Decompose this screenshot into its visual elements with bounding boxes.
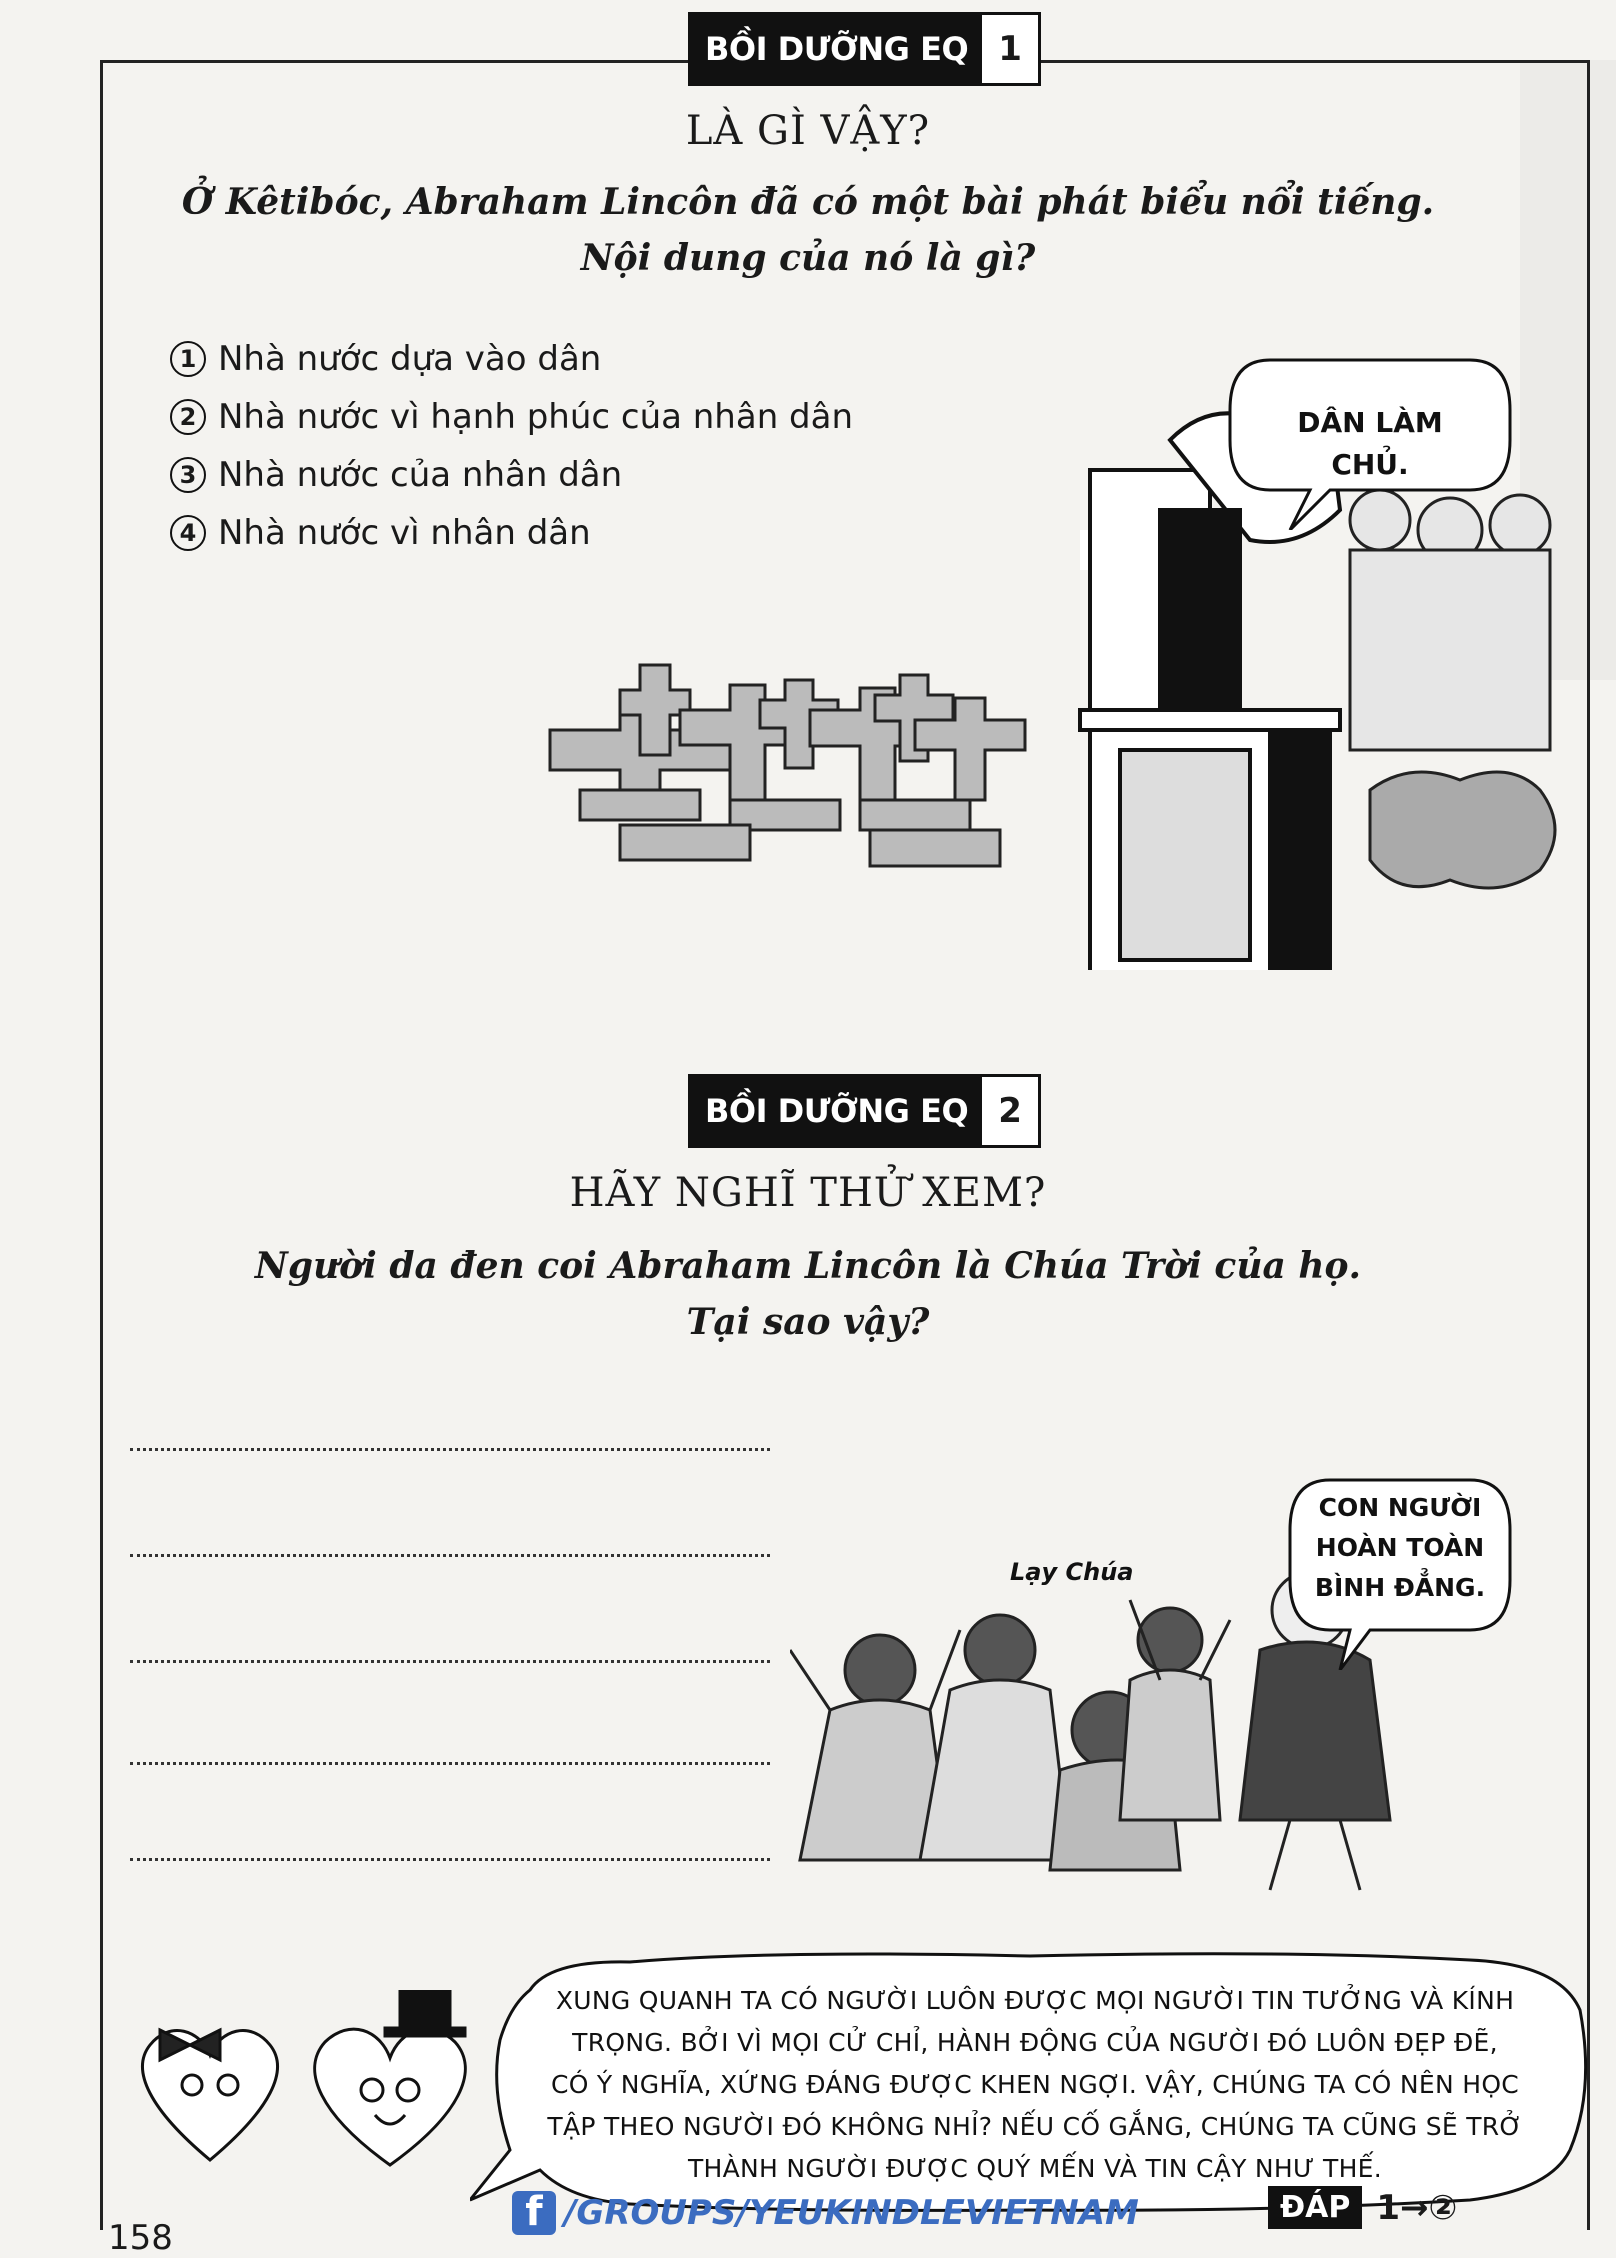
heart-icon (315, 2029, 466, 2165)
option-number: 4 (170, 515, 206, 551)
advice-line: THÀNH NGƯỜI ĐƯỢC QUÝ MẾN VÀ TIN CẬY NHƯ THẾ. (687, 2154, 1383, 2183)
graves-icon (550, 665, 1025, 866)
option-number: 2 (170, 399, 206, 435)
eq-label-number: 1 (998, 29, 1022, 69)
speech-line: CON NGƯỜI (1318, 1493, 1482, 1522)
eq-label-text: BỒI DƯỠNG EQ (691, 15, 982, 83)
question-line: Ở Kêtibóc, Abraham Lincôn đã có một bài phát biểu nổi tiếng. (181, 181, 1435, 223)
crowd-icon (1350, 490, 1555, 888)
exclaim-text: Lạy Chúa (1010, 1558, 1134, 1586)
option-number: 1 (170, 341, 206, 377)
page-number: 158 (108, 2218, 173, 2258)
heart-mascots-illustration (110, 1990, 490, 2180)
speech-text-1 (1260, 402, 1480, 486)
advice-line: CÓ Ý NGHĨA, XỨNG ĐÁNG ĐƯỢC KHEN NGỢI. VẬY, CHÚNG TA CÓ NÊN HỌC (550, 2070, 1520, 2099)
eq-label-1 (688, 12, 1041, 86)
answer-key-value: 1→② (1376, 2187, 1458, 2228)
advice-line: TRỌNG. BỞI VÌ MỌI CỬ CHỈ, HÀNH ĐỘNG CỦA NGƯỜI ĐÓ LUÔN ĐẸP ĐẼ, (572, 2028, 1498, 2057)
advice-line: TẬP THEO NGƯỜI ĐÓ KHÔNG NHỈ? NẾU CỐ GẮNG, CHÚNG TA CŨNG SẼ TRỞ (547, 2112, 1523, 2141)
option-text: Nhà nước vì hạnh phúc của nhân dân (218, 397, 854, 437)
answer-key (1268, 2186, 1457, 2229)
section2-heading: HÃY NGHĨ THỬ XEM? (569, 1170, 1047, 1216)
person-icon (965, 1615, 1035, 1685)
speech-line: CHỦ. (1331, 448, 1409, 481)
eq-label-text: BỒI DƯỠNG EQ (691, 1077, 982, 1145)
answer-line[interactable] (130, 1554, 770, 1557)
answer-line[interactable] (130, 1448, 770, 1451)
answer-line[interactable] (130, 1858, 770, 1861)
section1-question (0, 174, 1616, 286)
facebook-group-text: /GROUPS/YEUKINDLEVIETNAM (564, 2193, 1139, 2233)
speech-line: HOÀN TOÀN (1315, 1533, 1485, 1562)
answer-line[interactable] (130, 1762, 770, 1765)
question-line: Tại sao vậy? (686, 1301, 930, 1343)
top-hat-icon (400, 1990, 450, 2030)
advice-text (530, 1980, 1540, 2190)
option-text: Nhà nước dựa vào dân (218, 339, 602, 379)
question-line: Người da đen coi Abraham Lincôn là Chúa Trời của họ. (254, 1245, 1362, 1287)
section1-heading: LÀ GÌ VẬY? (685, 108, 931, 154)
speech-text-2 (1300, 1488, 1500, 1608)
facebook-icon: f (512, 2191, 556, 2235)
option-text: Nhà nước vì nhân dân (218, 513, 591, 553)
option-number: 3 (170, 457, 206, 493)
answer-key-label: ĐÁP (1268, 2186, 1362, 2229)
person-icon (1138, 1608, 1202, 1672)
person-icon (845, 1635, 915, 1705)
question-line: Nội dung của nó là gì? (580, 237, 1036, 279)
facebook-group-link[interactable] (512, 2188, 1139, 2238)
speech-line: BÌNH ĐẲNG. (1314, 1573, 1486, 1602)
eq-label-number: 2 (998, 1091, 1022, 1131)
option-text: Nhà nước của nhân dân (218, 455, 623, 495)
eq-label-2 (688, 1074, 1041, 1148)
section2-question (0, 1238, 1616, 1350)
advice-line: XUNG QUANH TA CÓ NGƯỜI LUÔN ĐƯỢC MỌI NGƯỜI TIN TƯỞNG VÀ KÍNH (555, 1986, 1515, 2015)
answer-line[interactable] (130, 1660, 770, 1663)
speech-line: DÂN LÀM (1297, 406, 1443, 439)
